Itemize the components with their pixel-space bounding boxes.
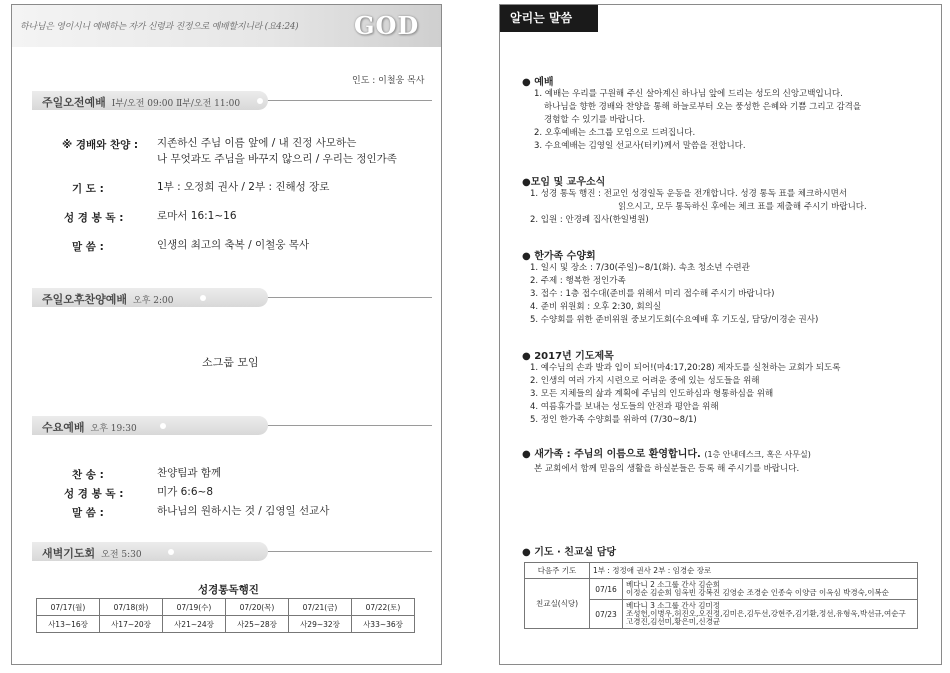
prayer-topic-4: 4. 여름휴가를 보내는 성도들의 안전과 평안을 위해 (530, 402, 719, 412)
new-family-heading (522, 445, 811, 460)
worship-line-5: 3. 수요예배는 김영일 선교사(터키)께서 말씀을 전합니다. (534, 141, 746, 151)
duty-names-1 (623, 579, 918, 600)
announcements-tag: 알리는 말씀 (500, 5, 598, 32)
duty-date-1: 07/16 (590, 579, 623, 600)
table-cell: 07/22(토) (352, 599, 415, 616)
sermon-label: 말 씀 : (72, 507, 104, 519)
meeting-line-2: 읽으시고, 모두 통독하신 후에는 체크 표를 제출해 주시기 바랍니다. (618, 202, 867, 212)
table-cell: 사17~20장 (100, 616, 163, 633)
prayer-label: 기 도 : (72, 183, 104, 195)
retreat-line-1: 1. 일시 및 장소 : 7/30(주일)~8/1(화). 속초 청소년 수련관 (530, 263, 750, 273)
prayer-topic-3: 3. 모든 지체들의 삶과 계획에 주님의 인도하심과 형통하심을 위해 (530, 389, 774, 399)
prayer-topic-1: 1. 예수님의 손과 발과 입이 되어!(마4:17,20:28) 제자도를 실천하는 교회가 되도록 (530, 363, 841, 373)
duty-members-2: 조성헌,이병우,허진오,오진정,김미은,김두선,강현주,김기환,정선,유형욱,박선규,여순구 (626, 609, 906, 618)
section-header-dawn (32, 542, 268, 561)
header-verse: 하나님은 영이시니 예배하는 자가 신령과 진정으로 예배할지니라 (요4:24) (20, 22, 299, 32)
duty-table (524, 562, 918, 629)
small-group-meeting: 소그룹 모임 (202, 356, 259, 369)
table-row (37, 616, 415, 633)
worship-line-2: 하나님을 향한 경배와 찬양을 통해 하늘로부터 오는 풍성한 은혜와 기쁨 그리고 감격을 (544, 102, 862, 112)
table-row (525, 579, 918, 600)
dot-icon (168, 549, 174, 555)
dot-icon (200, 295, 206, 301)
retreat-line-2: 2. 주제 : 행복한 정인가족 (530, 276, 626, 286)
prayer-value: 1부 : 오정희 권사 / 2부 : 진해성 장로 (157, 181, 330, 193)
duty-group-2: 베다니 3 소그룹 간사 김미정 (626, 601, 721, 610)
prayer-topics-heading: ● 2017년 기도제목 (522, 351, 614, 362)
section-time: 오후 2:00 (133, 296, 174, 306)
section-title: 수요예배 (42, 421, 85, 434)
worship-line-3: 경험할 수 있기를 바랍니다. (544, 115, 646, 125)
retreat-line-3: 3. 접수 : 1층 접수대(준비를 위해서 미리 접수해 주시기 바랍니다) (530, 289, 775, 299)
section-title: 주일오전예배 (42, 96, 106, 109)
hymn-label: 찬 송 : (72, 469, 104, 481)
table-cell: 07/20(목) (226, 599, 289, 616)
duty-date-2: 07/23 (590, 600, 623, 629)
table-cell: 07/21(금) (289, 599, 352, 616)
table-cell: 사29~32장 (289, 616, 352, 633)
worship-heading: ● 예배 (522, 77, 554, 88)
table-cell: 사13~16장 (37, 616, 100, 633)
fellowship-label: 친교실(식당) (525, 579, 590, 629)
praise-line-2: 나 무엇과도 주님을 바꾸지 않으리 / 우리는 정인가족 (157, 153, 397, 165)
announcements-panel (499, 4, 942, 665)
officiant: 인도 : 이철웅 목사 (352, 76, 425, 86)
scripture-label: 성 경 봉 독 : (64, 212, 124, 224)
table-cell: 사21~24장 (163, 616, 226, 633)
section-title: 새벽기도회 (42, 547, 96, 560)
header-banner (12, 5, 441, 47)
scripture-value: 로마서 16:1~16 (157, 210, 237, 222)
bible-reading-table (36, 598, 415, 633)
meeting-heading: ●모임 및 교우소식 (522, 177, 606, 188)
new-family-line: 본 교회에서 함께 믿음의 생활을 하실분들은 등록 해 주시기를 바랍니다. (534, 464, 800, 474)
praise-label: ※ 경배와 찬양 : (62, 139, 139, 151)
next-prayer-label: 다음주 기도 (525, 563, 590, 579)
sermon-value: 인생의 최고의 축복 / 이철웅 목사 (157, 239, 310, 251)
table-cell: 07/18(화) (100, 599, 163, 616)
section-time: 오후 19:30 (90, 424, 137, 434)
retreat-line-4: 4. 준비 위원회 : 오후 2:30, 회의실 (530, 302, 662, 312)
table-row (37, 599, 415, 616)
sermon-value: 하나님의 원하시는 것 / 김영일 선교사 (157, 505, 330, 517)
table-cell: 07/17(월) (37, 599, 100, 616)
scripture-value: 미가 6:6~8 (157, 486, 214, 498)
new-family-note: (1층 안내데스크, 혹은 사무실) (704, 450, 811, 459)
section-header-wednesday (32, 416, 268, 435)
prayer-topic-5: 5. 정인 한가족 수양회를 위하여 (7/30~8/1) (530, 415, 697, 425)
duty-names-2 (623, 600, 918, 629)
table-cell: 사25~28장 (226, 616, 289, 633)
meeting-line-3: 2. 입원 : 안경례 집사(한일병원) (530, 215, 649, 225)
hymn-value: 찬양팀과 함께 (157, 467, 222, 479)
worship-order-panel (11, 4, 442, 665)
retreat-heading: ● 한가족 수양회 (522, 251, 596, 262)
section-header-sunday-afternoon (32, 288, 268, 307)
duty-heading: ● 기도 · 친교실 담당 (522, 547, 617, 558)
table-cell: 07/19(수) (163, 599, 226, 616)
section-title: 주일오후찬양예배 (42, 293, 128, 306)
praise-line-1: 지존하신 주님 이름 앞에 / 내 진정 사모하는 (157, 137, 357, 149)
duty-group-1: 베다니 2 소그룹 간사 김순희 (626, 580, 721, 589)
retreat-line-5: 5. 수양회를 위한 준비위원 중보기도회(수요예배 후 기도실, 담당/이경순 권사) (530, 315, 819, 325)
bible-reading-title: 성경통독행진 (198, 584, 259, 596)
section-header-sunday-morning (32, 91, 268, 110)
table-row (525, 563, 918, 579)
table-cell: 사33~36장 (352, 616, 415, 633)
section-time: Ⅰ부/오전 09:00 Ⅱ부/오전 11:00 (111, 99, 241, 109)
prayer-topic-2: 2. 인생의 여러 가지 시련으로 어려운 중에 있는 성도들을 위해 (530, 376, 760, 386)
sermon-label: 말 씀 : (72, 241, 104, 253)
next-prayer-value: 1부 : 정정애 권사 2부 : 임경순 장로 (590, 563, 918, 579)
worship-line-4: 2. 오후예배는 소그룹 모임으로 드려집니다. (534, 128, 696, 138)
scripture-label: 성 경 봉 독 : (64, 488, 124, 500)
dot-icon (160, 423, 166, 429)
duty-members-1: 이정순 김순희 임옥빈 강복진 김영순 조경순 인종숙 이양금 이옥심 박경숙,이복순 (626, 588, 889, 597)
meeting-line-1: 1. 성경 통독 행진 : 전교인 성경일독 운동을 전개합니다. 성경 통독 표를 체크하시면서 (530, 189, 848, 199)
new-family-heading-text: ● 새가족 : 주님의 이름으로 환영합니다. (522, 449, 701, 460)
section-time: 오전 5:30 (101, 550, 142, 560)
worship-line-1: 1. 예배는 우리를 구원해 주신 살아계신 하나님 앞에 드리는 성도의 신앙고백입니다. (534, 89, 843, 99)
dot-icon (257, 98, 263, 104)
god-logo: GOD (354, 11, 420, 40)
duty-members-2b: 고경진,김선미,황은미,신경균 (626, 617, 721, 626)
